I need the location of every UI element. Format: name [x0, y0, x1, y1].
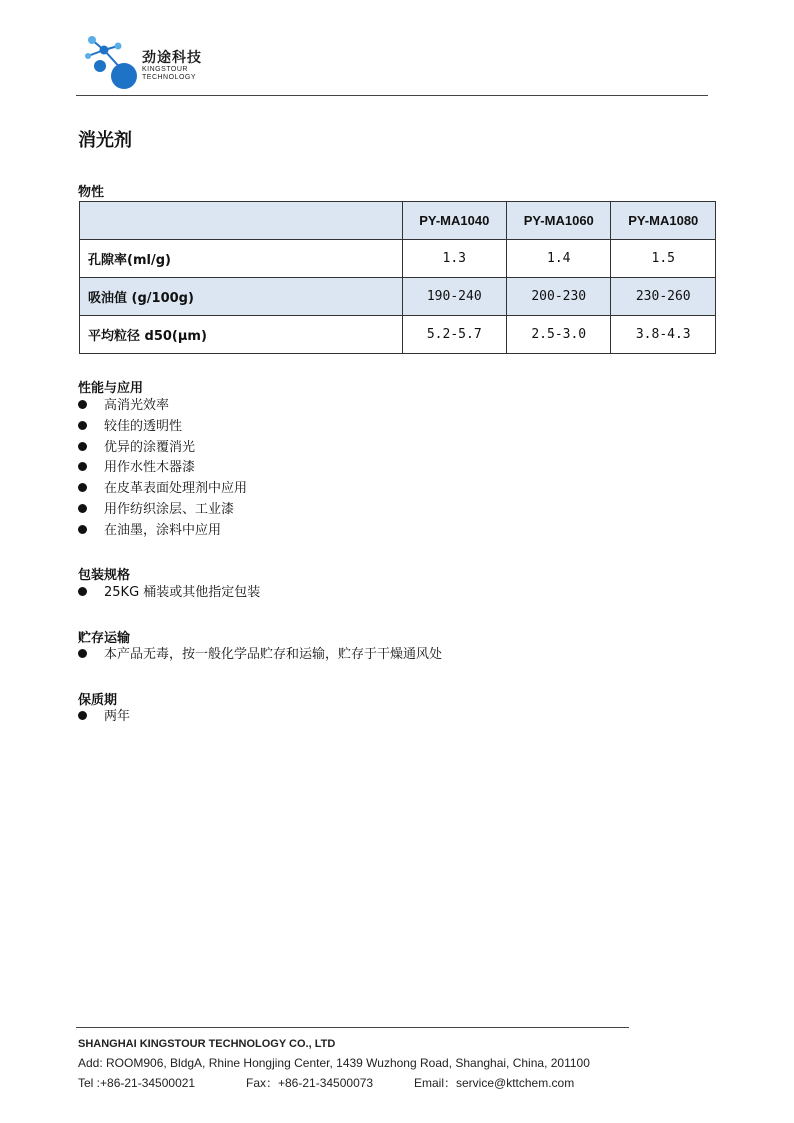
table-row	[80, 278, 716, 316]
table-cell: 1.5	[611, 240, 716, 278]
list-item-text: 本产品无毒，按一般化学品贮存和运输，贮存于干燥通风处	[104, 647, 443, 662]
list-item	[78, 438, 247, 459]
logo-english-line1: KINGSTOUR	[142, 66, 188, 73]
list-item-text: 两年	[104, 709, 131, 724]
storage-heading: 贮存运输	[78, 631, 131, 646]
table-cell: 2.5-3.0	[507, 316, 611, 354]
packaging-heading: 包装规格	[78, 568, 131, 583]
list-item-text: 用作水性木器漆	[104, 460, 196, 476]
table-cell: 190-240	[402, 278, 506, 316]
shelf-life-heading: 保质期	[78, 693, 118, 708]
list-item	[78, 417, 247, 438]
bullet-icon	[78, 400, 87, 409]
list-item	[78, 645, 442, 666]
table-cell: 230-260	[611, 278, 716, 316]
footer-divider	[76, 1027, 629, 1028]
logo-chinese-name: 劲途科技	[142, 50, 202, 66]
table-cell: 200-230	[507, 278, 611, 316]
list-item-text: 在油墨，涂料中应用	[104, 522, 222, 538]
footer-email[interactable]: Email：service@kttchem.com	[414, 1076, 575, 1090]
list-item	[78, 583, 260, 604]
footer-fax: Fax：+86-21-34500073	[246, 1076, 374, 1090]
list-item	[78, 521, 247, 542]
performance-list	[78, 396, 247, 542]
logo-molecule-icon	[82, 32, 142, 90]
footer-tel: Tel :+86-21-34500021	[78, 1076, 196, 1090]
list-item-text: 优异的涂覆消光	[104, 439, 196, 455]
list-item	[78, 396, 247, 417]
footer-contact	[78, 1074, 574, 1091]
table-header-cell	[80, 202, 403, 240]
properties-table	[79, 201, 716, 354]
table-header-cell: PY-MA1040	[402, 202, 506, 240]
footer-company-name: SHANGHAI KINGSTOUR TECHNOLOGY CO., LTD	[78, 1038, 336, 1050]
bullet-icon	[78, 421, 87, 430]
table-header-cell: PY-MA1080	[611, 202, 716, 240]
table-header-row	[80, 202, 716, 240]
list-item-text: 用作纺织涂层、工业漆	[104, 501, 235, 517]
company-logo	[82, 32, 222, 90]
table-header-cell: PY-MA1060	[507, 202, 611, 240]
header-divider	[76, 95, 708, 96]
table-cell: 3.8-4.3	[611, 316, 716, 354]
table-cell: 1.4	[507, 240, 611, 278]
storage-list	[78, 645, 442, 666]
shelf-life-list	[78, 707, 130, 728]
bullet-icon	[78, 587, 87, 596]
logo-english-line2: TECHNOLOGY	[142, 74, 197, 81]
list-item-text: 25KG 桶装或其他指定包装	[104, 585, 261, 600]
list-item-text: 在皮革表面处理剂中应用	[104, 481, 248, 497]
bullet-icon	[78, 442, 87, 451]
performance-heading: 性能与应用	[78, 381, 144, 396]
bullet-icon	[78, 649, 87, 658]
table-row	[80, 316, 716, 354]
properties-heading: 物性	[78, 185, 105, 200]
footer-address: Add: ROOM906, BldgA, Rhine Hongjing Center, 1439 Wuzhong Road, Shanghai, China, 201100	[78, 1056, 590, 1070]
bullet-icon	[78, 462, 87, 471]
row-label: 孔隙率(ml/g)	[80, 240, 403, 278]
row-label: 吸油值 (g/100g)	[80, 278, 403, 316]
row-label: 平均粒径 d50(μm)	[80, 316, 403, 354]
packaging-list	[78, 583, 260, 604]
table-row	[80, 240, 716, 278]
bullet-icon	[78, 711, 87, 720]
table-cell: 1.3	[402, 240, 506, 278]
table-cell: 5.2-5.7	[402, 316, 506, 354]
list-item-text: 高消光效率	[104, 398, 170, 413]
bullet-icon	[78, 483, 87, 492]
list-item	[78, 500, 247, 521]
bullet-icon	[78, 504, 87, 513]
bullet-icon	[78, 525, 87, 534]
list-item-text: 较佳的透明性	[104, 418, 183, 434]
page-title: 消光剂	[78, 130, 132, 151]
list-item	[78, 458, 247, 479]
list-item	[78, 479, 247, 500]
list-item	[78, 707, 130, 728]
